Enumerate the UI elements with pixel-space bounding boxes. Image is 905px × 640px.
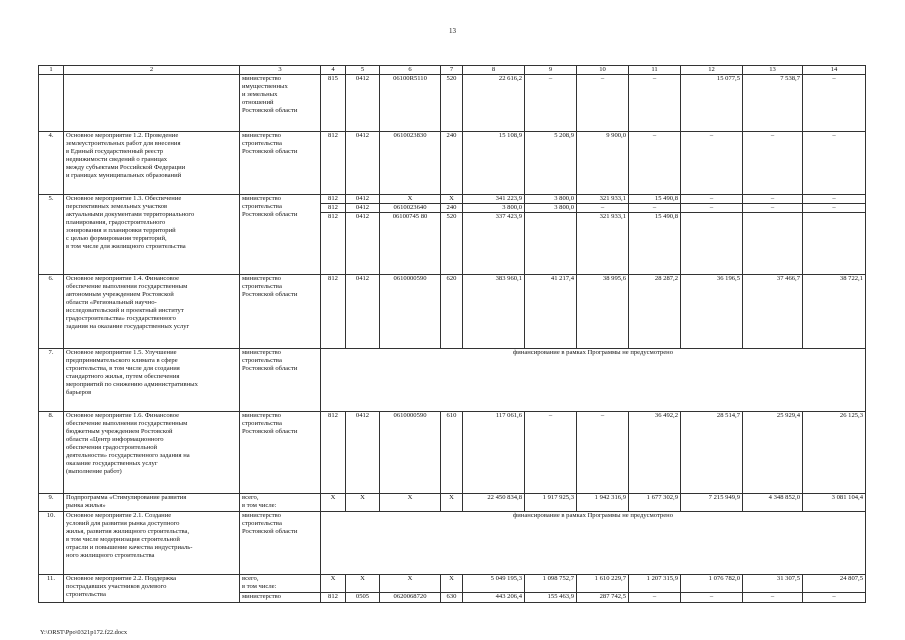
event-description (64, 75, 240, 132)
cell-year: 287 742,5 (577, 593, 629, 603)
executor: министерство строительства Ростовской области (240, 195, 321, 275)
col-header: 13 (743, 66, 803, 75)
cell-year: 26 125,3 (803, 412, 866, 494)
cell-total: 341 223,9 (463, 195, 525, 204)
cell-year: 38 995,6 (577, 275, 629, 349)
cell-year: 15 490,8 (629, 195, 681, 204)
cell-year: – (681, 593, 743, 603)
table-row (39, 575, 866, 593)
cell-year: – (525, 412, 577, 494)
cell-year: 3 800,0 (525, 204, 577, 213)
cell-year: – (525, 75, 577, 132)
col-header: 2 (64, 66, 240, 75)
cell-csr: 0610023640 (380, 204, 441, 213)
cell-year (743, 213, 803, 275)
cell-grbs: 812 (321, 213, 346, 275)
cell-grbs: 812 (321, 593, 346, 603)
cell-year: – (577, 75, 629, 132)
cell-grbs: 812 (321, 275, 346, 349)
cell-year: – (743, 204, 803, 213)
cell-year: – (629, 593, 681, 603)
table-row (39, 132, 866, 195)
executor: министерство строительства Ростовской области (240, 132, 321, 195)
cell-total: 3 800,0 (463, 204, 525, 213)
cell-vr: X (441, 575, 463, 593)
cell-year: 38 722,1 (803, 275, 866, 349)
event-description: Основное мероприятие 1.2. Проведение землеустроительных работ для внесения в Единый государственный реестр недвижимости сведений о границах между субъектами Российской Федерации и границах муниципальных образований (64, 132, 240, 195)
row-number: 8. (39, 412, 64, 494)
col-header: 11 (629, 66, 681, 75)
cell-csr: X (380, 195, 441, 204)
cell-rzpr: 0412 (346, 213, 380, 275)
cell-year: – (743, 132, 803, 195)
cell-vr: 520 (441, 213, 463, 275)
row-number: 5. (39, 195, 64, 275)
cell-total: 5 049 195,3 (463, 575, 525, 593)
cell-total: 22 450 834,8 (463, 494, 525, 512)
col-header: 9 (525, 66, 577, 75)
row-number: 9. (39, 494, 64, 512)
cell-year: 37 466,7 (743, 275, 803, 349)
event-description: Основное мероприятие 1.5. Улучшение предпринимательского климата в сфере строительства, в том числе для создания стандартного жилья, путем обеспечения мероприятий по снижению административных барьеров (64, 349, 240, 412)
cell-csr: 0610000590 (380, 412, 441, 494)
column-number-row (39, 66, 866, 75)
cell-vr: X (441, 195, 463, 204)
cell-rzpr: 0412 (346, 132, 380, 195)
cell-csr: 06100R5110 (380, 75, 441, 132)
cell-rzpr: X (346, 575, 380, 593)
cell-rzpr: 0412 (346, 195, 380, 204)
executor: министерство строительства Ростовской области (240, 349, 321, 412)
table-row (39, 494, 866, 512)
cell-year: 321 933,1 (577, 195, 629, 204)
executor: министерство строительства Ростовской области (240, 512, 321, 575)
cell-total: 22 616,2 (463, 75, 525, 132)
event-description: Подпрограмма «Стимулирование развития рынка жилья» (64, 494, 240, 512)
cell-year: 7 538,7 (743, 75, 803, 132)
cell-year: – (743, 593, 803, 603)
cell-grbs: X (321, 494, 346, 512)
col-header: 3 (240, 66, 321, 75)
col-header: 5 (346, 66, 380, 75)
cell-year: – (681, 204, 743, 213)
col-header: 12 (681, 66, 743, 75)
cell-csr: 06100745 80 (380, 213, 441, 275)
event-description: Основное мероприятие 1.6. Финансовое обеспечение выполнения государственным бюджетным учреждением Ростовской области «Центр информационного обеспечения градостроительной деятельности» государственного задания на оказание государственных услуг (выполнение работ) (64, 412, 240, 494)
row-number: 11. (39, 575, 64, 603)
executor: министерство строительства Ростовской области (240, 412, 321, 494)
cell-year: – (629, 204, 681, 213)
cell-year: 1 207 315,9 (629, 575, 681, 593)
cell-year: 1 076 782,0 (681, 575, 743, 593)
cell-csr: 0620068720 (380, 593, 441, 603)
cell-total: 443 206,4 (463, 593, 525, 603)
cell-year: 155 463,9 (525, 593, 577, 603)
cell-vr: X (441, 494, 463, 512)
executor: министерство имущественных и земельных отношений Ростовской области (240, 75, 321, 132)
cell-grbs: 812 (321, 204, 346, 213)
row-number: 4. (39, 132, 64, 195)
cell-year (803, 213, 866, 275)
cell-grbs: X (321, 575, 346, 593)
cell-rzpr: 0412 (346, 275, 380, 349)
row-number (39, 75, 64, 132)
table-row (39, 412, 866, 494)
executor: министерство (240, 593, 321, 603)
cell-year: – (803, 132, 866, 195)
cell-rzpr: 0412 (346, 75, 380, 132)
executor: всего, в том числе: (240, 575, 321, 593)
cell-grbs: 812 (321, 195, 346, 204)
cell-csr: X (380, 575, 441, 593)
event-description: Основное мероприятие 2.1. Создание условий для развития рынка доступного жилья, развития жилищного строительства, в том числе модернизация строительной отрасли и повышение качества индустриаль- ного жилищного строительства (64, 512, 240, 575)
page-number: 13 (449, 27, 456, 35)
cell-year: – (803, 75, 866, 132)
event-description: Основное мероприятие 2.2. Поддержка пострадавших участников долевого строительства (64, 575, 240, 603)
cell-year: 3 081 104,4 (803, 494, 866, 512)
cell-rzpr: 0412 (346, 412, 380, 494)
table-row (39, 195, 866, 204)
cell-year: – (803, 593, 866, 603)
col-header: 7 (441, 66, 463, 75)
cell-year: 9 900,0 (577, 132, 629, 195)
cell-year: 1 942 316,9 (577, 494, 629, 512)
table-row (39, 275, 866, 349)
cell-year (681, 213, 743, 275)
cell-csr: 0610000590 (380, 275, 441, 349)
budget-table (38, 65, 866, 603)
cell-year: 3 800,0 (525, 195, 577, 204)
cell-year: 25 929,4 (743, 412, 803, 494)
row-number: 7. (39, 349, 64, 412)
cell-year: 36 492,2 (629, 412, 681, 494)
cell-year: – (803, 195, 866, 204)
cell-year: – (681, 132, 743, 195)
cell-year: 28 287,2 (629, 275, 681, 349)
cell-year: 4 348 852,0 (743, 494, 803, 512)
executor: всего, в том числе: (240, 494, 321, 512)
col-header: 6 (380, 66, 441, 75)
cell-rzpr: X (346, 494, 380, 512)
cell-grbs: 815 (321, 75, 346, 132)
cell-grbs: 812 (321, 132, 346, 195)
cell-year: 15 490,8 (629, 213, 681, 275)
cell-year: 15 077,5 (681, 75, 743, 132)
cell-csr: 0610023830 (380, 132, 441, 195)
cell-year: 1 917 925,3 (525, 494, 577, 512)
cell-year: 5 208,9 (525, 132, 577, 195)
cell-year (525, 213, 577, 275)
col-header: 14 (803, 66, 866, 75)
row-number: 10. (39, 512, 64, 575)
table-row (39, 75, 866, 132)
cell-vr: 240 (441, 132, 463, 195)
cell-year: – (577, 204, 629, 213)
cell-rzpr: 0505 (346, 593, 380, 603)
cell-year: – (743, 195, 803, 204)
executor: министерство строительства Ростовской области (240, 275, 321, 349)
cell-vr: 620 (441, 275, 463, 349)
event-description: Основное мероприятие 1.4. Финансовое обеспечение выполнения государственным автономным учреждением Ростовской области «Региональный научно- исследовательский и проектный институт градостроительства» государственного задания на оказание государственных услуг (64, 275, 240, 349)
cell-year: – (577, 412, 629, 494)
cell-year: 7 215 949,9 (681, 494, 743, 512)
financing-note: финансирование в рамках Программы не предусмотрено (321, 349, 866, 412)
cell-year: 24 807,5 (803, 575, 866, 593)
cell-vr: 610 (441, 412, 463, 494)
cell-year: 36 196,5 (681, 275, 743, 349)
event-description: Основное мероприятие 1.3. Обеспечение перспективных земельных участков актуальными документами территориального планирования, градостроительного зонирования и планировки территорий с целью формирования территорий, в том числе для жилищного строительства (64, 195, 240, 275)
cell-total: 117 061,6 (463, 412, 525, 494)
cell-year: 28 514,7 (681, 412, 743, 494)
cell-year: 41 217,4 (525, 275, 577, 349)
cell-vr: 520 (441, 75, 463, 132)
cell-year: 321 933,1 (577, 213, 629, 275)
cell-year: – (629, 132, 681, 195)
cell-csr: X (380, 494, 441, 512)
col-header: 1 (39, 66, 64, 75)
cell-year: 1 610 229,7 (577, 575, 629, 593)
col-header: 4 (321, 66, 346, 75)
cell-grbs: 812 (321, 412, 346, 494)
cell-vr: 630 (441, 593, 463, 603)
cell-year: 31 307,5 (743, 575, 803, 593)
cell-rzpr: 0412 (346, 204, 380, 213)
cell-total: 383 960,1 (463, 275, 525, 349)
cell-total: 15 108,9 (463, 132, 525, 195)
cell-year: – (803, 204, 866, 213)
file-path-footer: Y:\ORST\Ppo\0321p172.f22.docx (40, 629, 128, 636)
cell-year: – (681, 195, 743, 204)
col-header: 10 (577, 66, 629, 75)
cell-year: 1 098 752,7 (525, 575, 577, 593)
table-row (39, 512, 866, 575)
table-row (39, 349, 866, 412)
cell-vr: 240 (441, 204, 463, 213)
cell-year: – (629, 75, 681, 132)
row-number: 6. (39, 275, 64, 349)
financing-note: финансирование в рамках Программы не предусмотрено (321, 512, 866, 575)
col-header: 8 (463, 66, 525, 75)
cell-total: 337 423,9 (463, 213, 525, 275)
cell-year: 1 677 302,9 (629, 494, 681, 512)
